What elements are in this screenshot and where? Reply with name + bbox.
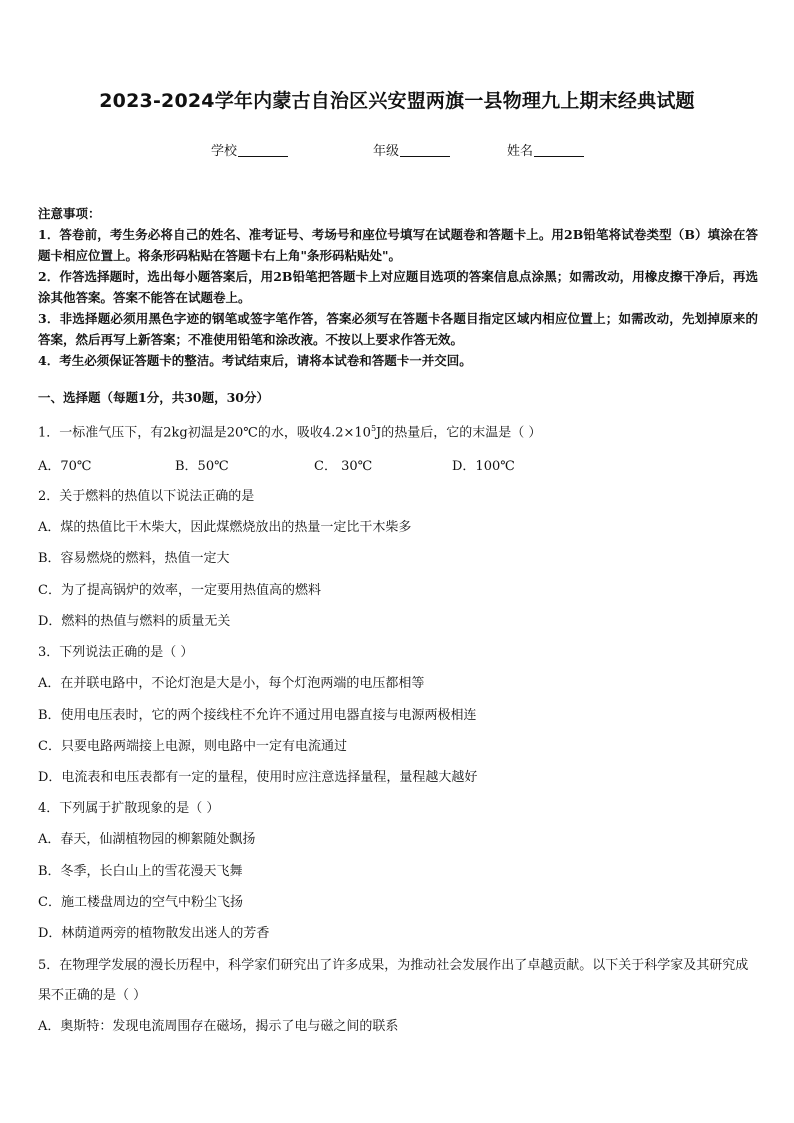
question-2-option-d: D．燃料的热值与燃料的质量无关 bbox=[38, 614, 231, 629]
question-4-option-c: C．施工楼盘周边的空气中粉尘飞扬 bbox=[38, 895, 243, 910]
notes-heading: 注意事项： bbox=[38, 206, 101, 221]
grade-field bbox=[373, 140, 450, 159]
question-1-text-b: J的热量后，它的末温是（ ） bbox=[376, 425, 542, 441]
notes-block bbox=[38, 203, 758, 371]
section-heading: 一、选择题（每题1分，共30题，30分） bbox=[38, 390, 269, 405]
student-info-row bbox=[0, 140, 794, 160]
school-blank bbox=[238, 144, 288, 157]
question-2-option-a: A．煤的热值比干木柴大，因此煤燃烧放出的热量一定比干木柴多 bbox=[38, 520, 412, 535]
question-4-option-a: A．春天，仙湖植物园的柳絮随处飘扬 bbox=[38, 832, 256, 847]
question-3-option-d: D．电流表和电压表都有一定的量程，使用时应注意选择量程，量程越大越好 bbox=[38, 770, 478, 785]
question-4-option-b: B．冬季，长白山上的雪花漫天飞舞 bbox=[38, 864, 243, 879]
question-2-option-c: C．为了提高锅炉的效率，一定要用热值高的燃料 bbox=[38, 583, 321, 598]
note-item: 1．答卷前，考生务必将自己的姓名、准考证号、考场号和座位号填写在试题卷和答题卡上。用2B铅笔将试卷类型（B）填涂在答题卡相应位置上。将条形码粘贴在答题卡右上角"条形码粘贴处"。 bbox=[38, 227, 758, 263]
school-label: 学校 bbox=[211, 144, 238, 159]
question-5-option-a: A．奥斯特：发现电流周围存在磁场，揭示了电与磁之间的联系 bbox=[38, 1019, 399, 1034]
name-field bbox=[507, 140, 584, 159]
question-4-option-d: D．林荫道两旁的植物散发出迷人的芳香 bbox=[38, 926, 270, 941]
question-5-stem: 5．在物理学发展的漫长历程中，科学家们研究出了许多成果，为推动社会发展作出了卓越贡献。以下关于科学家及其研究成果不正确的是（ ） bbox=[38, 958, 749, 1003]
note-item: 3．非选择题必须用黑色字迹的钢笔或签字笔作答，答案必须写在答题卡各题目指定区域内相应位置上；如需改动，先划掉原来的答案，然后再写上新答案；不准使用铅笔和涂改液。不按以上要求作答无效。 bbox=[38, 311, 758, 347]
question-3-option-c: C．只要电路两端接上电源，则电路中一定有电流通过 bbox=[38, 739, 347, 754]
note-item: 4．考生必须保证答题卡的整洁。考试结束后，请将本试卷和答题卡一并交回。 bbox=[38, 353, 472, 368]
question-1-option-d: D．100℃ bbox=[452, 459, 515, 474]
question-1-stem bbox=[38, 419, 758, 443]
question-2-stem: 2．关于燃料的热值以下说法正确的是 bbox=[38, 489, 255, 504]
question-3-option-a: A．在并联电路中，不论灯泡是大是小，每个灯泡两端的电压都相等 bbox=[38, 676, 425, 691]
question-1-option-a: A．70℃ bbox=[38, 459, 92, 474]
question-1-options bbox=[38, 455, 758, 475]
school-field bbox=[211, 140, 288, 159]
question-4-stem: 4．下列属于扩散现象的是（ ） bbox=[38, 801, 220, 816]
question-1-text-a: 1．一标准气压下，有2kg初温是20℃的水，吸收4.2×10 bbox=[38, 425, 371, 441]
note-item: 2．作答选择题时，选出每小题答案后，用2B铅笔把答题卡上对应题目选项的答案信息点涂黑；如需改动，用橡皮擦干净后，再选涂其他答案。答案不能答在试题卷上。 bbox=[38, 269, 758, 305]
question-1-exponent: 5 bbox=[370, 424, 377, 433]
question-1-option-b: B．50℃ bbox=[175, 459, 229, 474]
question-2-option-b: B．容易燃烧的燃料，热值一定大 bbox=[38, 551, 230, 566]
grade-label: 年级 bbox=[373, 144, 400, 159]
exam-title: 2023-2024学年内蒙古自治区兴安盟两旗一县物理九上期末经典试题 bbox=[99, 90, 695, 112]
question-1-option-c: C． 30℃ bbox=[314, 459, 373, 474]
question-3-option-b: B．使用电压表时，它的两个接线柱不允许不通过用电器直接与电源两极相连 bbox=[38, 708, 477, 723]
name-blank bbox=[534, 144, 584, 157]
name-label: 姓名 bbox=[507, 144, 534, 159]
question-3-stem: 3．下列说法正确的是（ ） bbox=[38, 645, 194, 660]
grade-blank bbox=[400, 144, 450, 157]
